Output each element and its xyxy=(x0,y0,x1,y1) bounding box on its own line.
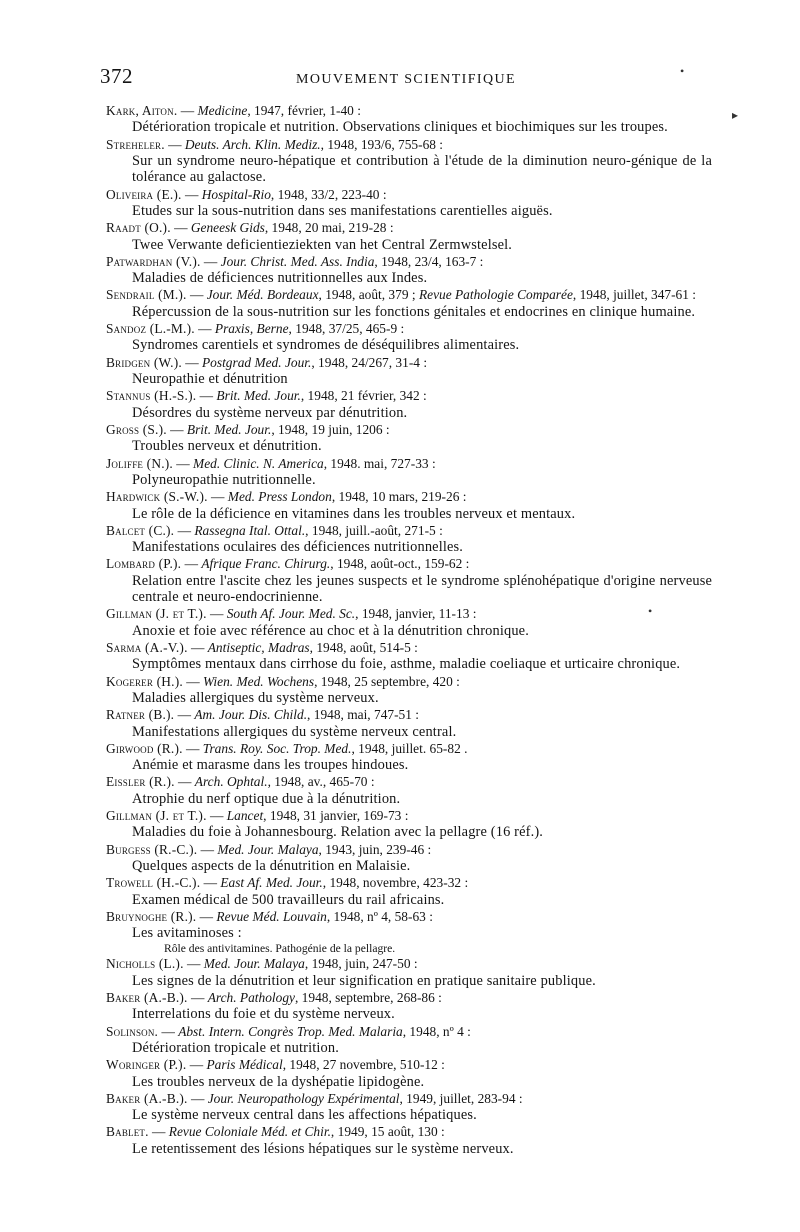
entry-annotation: Relation entre l'ascite chez les jeunes suspects et le syndrome splénohépatique d'origine nerveuse centrale et neuro-endocrinienne. xyxy=(132,572,712,606)
separator: — xyxy=(181,186,202,202)
entry-annotation: Atrophie du nerf optique due à la dénutrition. xyxy=(132,790,401,807)
entry-annotation: Maladies du foie à Johannesbourg. Relation avec la pellagre (16 réf.). xyxy=(132,824,544,841)
separator: — xyxy=(187,990,208,1006)
reference-line xyxy=(106,909,712,925)
journal-title: Praxis, Berne xyxy=(214,321,289,337)
reference-line xyxy=(106,103,712,119)
citation-details: , 1948, nº 4, 58-63 : xyxy=(326,908,433,924)
reference-line xyxy=(106,220,712,236)
entry-annotation: Interrelations du foie et du système nerveux. xyxy=(132,1006,395,1023)
bibliography-entry xyxy=(106,103,712,136)
citation-details: , 1948, 21 février, 342 : xyxy=(300,388,427,404)
author-name: Bablet. xyxy=(106,1124,149,1140)
reference-line xyxy=(106,774,712,790)
citation-details: , 1948, 10 mars, 219-26 : xyxy=(331,489,467,505)
bibliography-entry xyxy=(106,187,712,220)
author-name: Nicholls (L.). xyxy=(106,956,184,972)
citation-details: , 1948, juillet, 347-61 : xyxy=(572,287,697,303)
page-number: 372 xyxy=(100,64,133,88)
bibliography-entry xyxy=(106,1124,712,1157)
reference-line xyxy=(106,707,712,723)
citation-details: , 1948, janvier, 11-13 : xyxy=(355,606,477,622)
citation-details: , 1948, 25 septembre, 420 : xyxy=(314,673,460,689)
entry-annotation: Examen médical de 500 travailleurs du rail africains. xyxy=(132,891,445,908)
margin-mark: • xyxy=(648,604,653,618)
journal-title: Revue Coloniale Méd. et Chir. xyxy=(168,1124,331,1140)
entry-annotation: Les avitaminoses : xyxy=(132,925,242,942)
journal-title: Wien. Med. Wochens xyxy=(203,673,315,689)
bibliography-list xyxy=(106,103,712,1158)
journal-title: Arch. Pathology xyxy=(207,990,295,1006)
separator: — xyxy=(187,639,208,655)
separator: — xyxy=(200,875,221,891)
separator: — xyxy=(206,808,227,823)
bibliography-entry xyxy=(106,909,712,956)
bibliography-entry xyxy=(106,990,712,1023)
separator: — xyxy=(200,253,221,269)
journal-title: Revue Méd. Louvain xyxy=(216,908,327,924)
separator: — xyxy=(196,908,217,924)
entry-annotation: Anémie et marasme dans les troupes hindoues. xyxy=(132,757,409,774)
bibliography-entry xyxy=(106,220,712,253)
citation-details: , 1948. mai, 727-33 : xyxy=(323,455,436,471)
author-name: Woringer (P.). xyxy=(106,1057,187,1073)
bibliography-entry xyxy=(106,808,712,841)
separator: — xyxy=(196,388,217,404)
bibliography-entry xyxy=(106,523,712,556)
author-name: Girwood (R.). xyxy=(106,740,183,756)
journal-title: Trans. Roy. Soc. Trop. Med. xyxy=(202,740,352,756)
entry-annotation: Sur un syndrome neuro-hépatique et contribution à l'étude de la diminution neuro-génique de la tolérance au galactose. xyxy=(132,153,712,186)
author-name: Patwardhan (V.). xyxy=(106,253,201,269)
separator: — xyxy=(158,1023,179,1039)
journal-title: Arch. Ophtal. xyxy=(194,774,268,790)
journal-title: Med. Jour. Malaya xyxy=(217,841,319,857)
citation-details: , 1949, 15 août, 130 : xyxy=(330,1124,445,1140)
journal-title: Antiseptic, Madras xyxy=(207,639,310,655)
journal-title: Geneesk Gids xyxy=(190,220,265,236)
bibliography-entry xyxy=(106,489,712,522)
citation-details: , 1948, juill.-août, 271-5 : xyxy=(305,522,443,538)
separator: — xyxy=(164,136,185,152)
separator: — xyxy=(187,1090,208,1106)
entry-annotation: Polyneuropathie nutritionnelle. xyxy=(132,471,316,488)
author-name: Gillman (J. et T.). xyxy=(106,808,207,823)
separator: — xyxy=(174,774,195,790)
citation-details: , 1947, février, 1-40 : xyxy=(247,103,361,118)
entry-annotation: Symptômes mentaux dans cirrhose du foie, asthme, maladie coeliaque et urticaire chronique. xyxy=(132,656,681,673)
reference-line xyxy=(106,1057,712,1073)
entry-annotation: Etudes sur la sous-nutrition dans ses manifestations carentielles aiguës. xyxy=(132,203,553,220)
entry-annotation: Détérioration tropicale et nutrition. Observations cliniques et biochimiques sur les troupes. xyxy=(132,119,668,136)
running-title: MOUVEMENT SCIENTIFIQUE xyxy=(296,72,516,87)
journal-title: Am. Jour. Dis. Child. xyxy=(194,707,308,723)
entry-annotation: Maladies de déficiences nutritionnelles aux Indes. xyxy=(132,270,428,287)
bibliography-entry xyxy=(106,640,712,673)
bibliography-entry xyxy=(106,355,712,388)
separator: — xyxy=(207,489,228,505)
citation-details: , 1948, mai, 747-51 : xyxy=(307,707,419,723)
citation-details: , 1948, juillet. 65-82 . xyxy=(351,740,468,756)
journal-title: Brit. Med. Jour. xyxy=(216,388,301,404)
author-name: Sandoz (L.-M.). xyxy=(106,321,195,337)
journal-title: Brit. Med. Jour. xyxy=(186,421,272,437)
bibliography-entry xyxy=(106,875,712,908)
entry-subnote: Rôle des antivitamines. Pathogénie de la pellagre. xyxy=(164,941,396,955)
bibliography-entry xyxy=(106,842,712,875)
reference-line xyxy=(106,556,712,572)
reference-line xyxy=(106,875,712,891)
author-name: Streheler. xyxy=(106,136,165,152)
reference-line xyxy=(106,321,712,337)
author-name: Sendrail (M.). xyxy=(106,287,187,303)
author-name: Oliveira (E.). xyxy=(106,186,182,202)
bibliography-entry xyxy=(106,741,712,774)
journal-title: Med. Press London xyxy=(227,489,332,505)
citation-details: , 1948, septembre, 268-86 : xyxy=(294,990,442,1006)
separator: — xyxy=(181,556,202,572)
journal-title: Hospital-Rio xyxy=(201,186,271,202)
entry-annotation: Quelques aspects de la dénutrition en Malaisie. xyxy=(132,858,411,875)
bibliography-entry xyxy=(106,456,712,489)
citation-details: , 1948, 23/4, 163-7 : xyxy=(374,253,484,269)
reference-line xyxy=(106,1124,712,1140)
entry-annotation: Le retentissement des lésions hépatiques sur le système nerveux. xyxy=(132,1140,514,1157)
journal-title: Deuts. Arch. Klin. Mediz. xyxy=(184,136,321,152)
running-header xyxy=(100,64,712,100)
author-name: Baker (A.-B.). xyxy=(106,1090,188,1106)
journal-title: Jour. Neuropathology Expérimental xyxy=(207,1090,400,1106)
entry-annotation: Manifestations oculaires des déficiences nutritionnelles. xyxy=(132,539,464,556)
citation-details: , 1949, juillet, 283-94 : xyxy=(399,1090,523,1106)
reference-line xyxy=(106,422,712,438)
entry-annotation: Les troubles nerveux de la dyshépatie lipidogène. xyxy=(132,1073,425,1090)
separator: — xyxy=(172,455,194,471)
separator: — xyxy=(182,673,203,689)
journal-title: East Af. Med. Jour. xyxy=(220,875,323,891)
citation-details: , 1948, 19 juin, 1206 : xyxy=(271,421,390,437)
reference-line xyxy=(106,606,712,622)
citation-details: , 1948, 37/25, 465-9 : xyxy=(288,321,405,337)
citation-details: , 1943, juin, 239-46 : xyxy=(318,841,432,857)
citation-details: , 1948, 31 janvier, 169-73 : xyxy=(263,808,409,823)
author-name: Hardwick (S.-W.). xyxy=(106,489,208,505)
separator: — xyxy=(186,1057,207,1073)
separator: — xyxy=(183,956,204,972)
reference-line xyxy=(106,842,712,858)
reference-line xyxy=(106,287,712,303)
separator: — xyxy=(166,421,187,437)
reference-line xyxy=(106,640,712,656)
citation-details: , 1948, 24/267, 31-4 : xyxy=(311,354,428,370)
author-name: Ratner (B.). xyxy=(106,707,175,723)
separator: — xyxy=(206,606,227,622)
separator: — xyxy=(174,707,195,723)
reference-line xyxy=(106,388,712,404)
separator: — xyxy=(170,220,191,236)
journal-title: Rassegna Ital. Ottal. xyxy=(194,522,306,538)
bibliography-entry xyxy=(106,422,712,455)
bibliography-entry xyxy=(106,1024,712,1057)
citation-details: , 1948, 33/2, 223-40 : xyxy=(270,186,387,202)
author-name: Kark, Aiton. xyxy=(106,103,178,118)
journal-title: Paris Médical xyxy=(206,1057,283,1073)
journal-title: South Af. Jour. Med. Sc. xyxy=(226,606,356,622)
entry-annotation: Troubles nerveux et dénutrition. xyxy=(132,438,322,455)
citation-details: , 1948, av., 465-70 : xyxy=(267,774,375,790)
reference-line xyxy=(106,1024,712,1040)
entry-annotation: Neuropathie et dénutrition xyxy=(132,371,288,388)
author-name: Eissler (R.). xyxy=(106,774,175,790)
author-name: Bridgen (W.). xyxy=(106,354,182,370)
entry-annotation: Syndromes carentiels et syndromes de déséquilibres alimentaires. xyxy=(132,337,520,354)
author-name: Kogerer (H.). xyxy=(106,673,183,689)
bibliography-entry xyxy=(106,321,712,354)
journal-title: Afrique Franc. Chirurg. xyxy=(201,556,331,572)
reference-line xyxy=(106,674,712,690)
entry-annotation: Le système nerveux central dans les affections hépatiques. xyxy=(132,1107,477,1124)
author-name: Solinson. xyxy=(106,1023,159,1039)
separator: — xyxy=(186,287,207,303)
citation-details: , 1948, août, 379 ; xyxy=(318,287,419,303)
separator: — xyxy=(177,103,198,118)
entry-annotation: Les signes de la dénutrition et leur signification en pratique sanitaire publique. xyxy=(132,972,596,989)
entry-annotation: Maladies allergiques du système nerveux. xyxy=(132,689,379,706)
bibliography-entry xyxy=(106,1057,712,1090)
journal-title: Medicine xyxy=(197,103,248,118)
citation-details: , 1948, 27 novembre, 510-12 : xyxy=(282,1057,445,1073)
author-name: Gillman (J. et T.). xyxy=(106,606,207,622)
entry-annotation: Détérioration tropicale et nutrition. xyxy=(132,1040,339,1057)
bibliography-entry xyxy=(106,707,712,740)
separator: — xyxy=(148,1124,169,1140)
reference-line xyxy=(106,187,712,203)
entry-annotation: Twee Verwante deficientieziekten van het Central Zermwstelsel. xyxy=(132,236,513,253)
journal-title: Postgrad Med. Jour. xyxy=(202,354,312,370)
citation-details: , 1948, juin, 247-50 : xyxy=(304,956,418,972)
reference-line xyxy=(106,741,712,757)
citation-details: , 1948, novembre, 423-32 : xyxy=(322,875,469,891)
bibliography-entry xyxy=(106,556,712,605)
author-name: Sarma (A.-V.). xyxy=(106,639,188,655)
bibliography-entry xyxy=(106,254,712,287)
reference-line xyxy=(106,456,712,472)
journal-title: Jour. Méd. Bordeaux xyxy=(206,287,319,303)
entry-annotation: Manifestations allergiques du système nerveux central. xyxy=(132,723,457,740)
author-name: Lombard (P.). xyxy=(106,556,182,572)
citation-details: , 1948, 193/6, 755-68 : xyxy=(320,136,444,152)
bibliography-entry xyxy=(106,956,712,989)
author-name: Trowell (H.-C.). xyxy=(106,875,201,891)
bibliography-entry xyxy=(106,1091,712,1124)
author-name: Gross (S.). xyxy=(106,421,167,437)
bibliography-entry xyxy=(106,388,712,421)
entry-annotation: Répercussion de la sous-nutrition sur les fonctions génitales et endocrines en clinique humaine. xyxy=(132,303,696,320)
bibliography-entry xyxy=(106,606,712,639)
journal-title: Lancet xyxy=(226,808,264,823)
margin-mark: ▸ xyxy=(732,108,739,122)
reference-line xyxy=(106,990,712,1006)
author-name: Joliffe (N.). xyxy=(106,455,173,471)
author-name: Baker (A.-B.). xyxy=(106,990,188,1006)
separator: — xyxy=(181,354,202,370)
journal-title: Revue Pathologie Comparée xyxy=(418,287,573,303)
reference-line xyxy=(106,137,712,153)
separator: — xyxy=(197,841,218,857)
bibliography-entry xyxy=(106,137,712,186)
citation-details: , 1948, 20 mai, 219-28 : xyxy=(264,220,394,236)
reference-line xyxy=(106,523,712,539)
journal-title: Med. Jour. Malaya xyxy=(203,956,305,972)
author-name: Burgess (R.-C.). xyxy=(106,841,198,857)
author-name: Stannus (H.-S.). xyxy=(106,388,197,404)
journal-title: Jour. Christ. Med. Ass. India xyxy=(220,253,375,269)
bibliography-entry xyxy=(106,287,712,320)
reference-line xyxy=(106,956,712,972)
reference-line xyxy=(106,254,712,270)
citation-details: , 1948, août, 514-5 : xyxy=(309,639,418,655)
reference-line xyxy=(106,1091,712,1107)
bibliography-entry xyxy=(106,774,712,807)
author-name: Bruynoghe (R.). xyxy=(106,908,197,924)
reference-line xyxy=(106,355,712,371)
separator: — xyxy=(182,740,203,756)
separator: — xyxy=(174,522,195,538)
entry-annotation: Le rôle de la déficience en vitamines dans les troubles nerveux et mentaux. xyxy=(132,505,576,522)
entry-annotation: Anoxie et foie avec référence au choc et à la dénutrition chronique. xyxy=(132,622,529,639)
reference-line xyxy=(106,808,712,824)
journal-title: Abst. Intern. Congrès Trop. Med. Malaria xyxy=(178,1023,403,1039)
margin-mark: • xyxy=(680,64,685,78)
author-name: Raadt (O.). xyxy=(106,220,171,236)
journal-title: Med. Clinic. N. America xyxy=(193,455,324,471)
citation-details: , 1948, août-oct., 159-62 : xyxy=(330,556,470,572)
bibliography-entry xyxy=(106,674,712,707)
separator: — xyxy=(194,321,215,337)
reference-line xyxy=(106,489,712,505)
author-name: Balcet (C.). xyxy=(106,522,175,538)
entry-annotation: Désordres du système nerveux par dénutrition. xyxy=(132,404,408,421)
citation-details: , 1948, nº 4 : xyxy=(402,1023,471,1039)
